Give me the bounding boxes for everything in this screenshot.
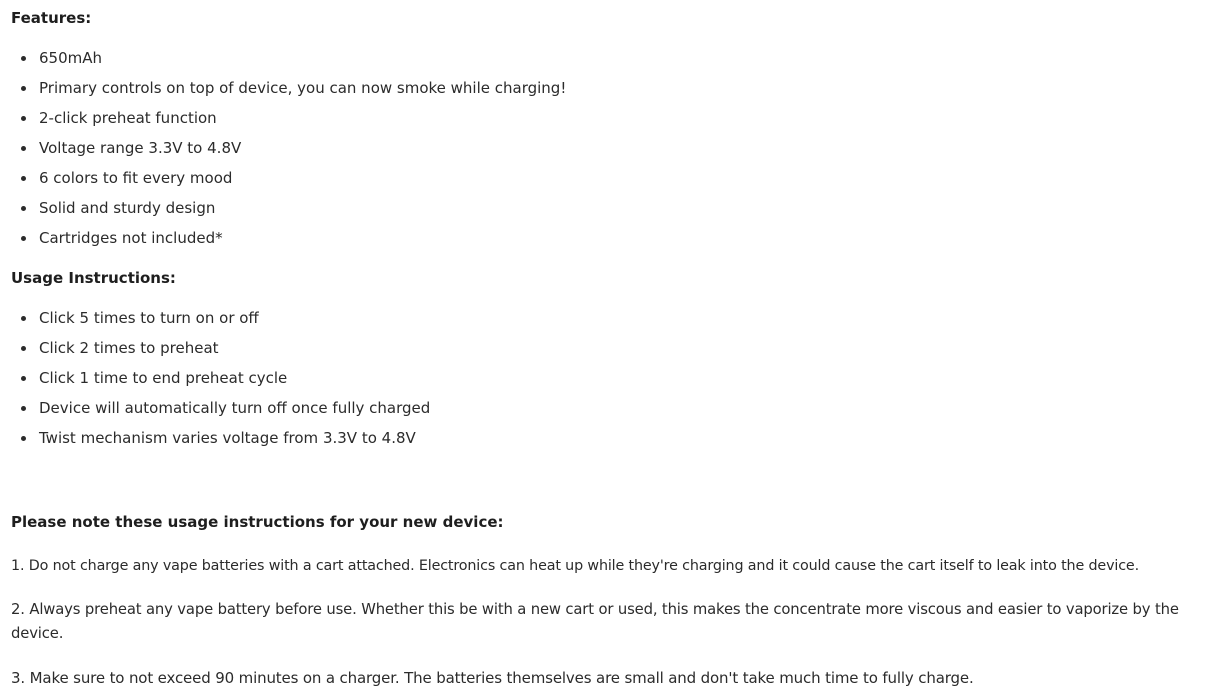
- list-item: Click 2 times to preheat: [11, 333, 1191, 363]
- list-item: 6 colors to fit every mood: [11, 163, 1191, 193]
- note-heading: Please note these usage instructions for your new device:: [11, 513, 504, 531]
- list-item: Twist mechanism varies voltage from 3.3V to 4.8V: [11, 423, 1191, 453]
- list-item: Solid and sturdy design: [11, 193, 1191, 223]
- list-item: Click 1 time to end preheat cycle: [11, 363, 1191, 393]
- features-list: [11, 43, 1191, 253]
- list-item: Primary controls on top of device, you can now smoke while charging!: [11, 73, 1191, 103]
- usage-heading: Usage Instructions:: [11, 269, 176, 287]
- list-item: Voltage range 3.3V to 4.8V: [11, 133, 1191, 163]
- features-heading: Features:: [11, 9, 92, 27]
- list-item: Cartridges not included*: [11, 223, 1191, 253]
- note-paragraph-2: 2. Always preheat any vape battery before use. Whether this be with a new cart or used, this makes the concentrate more viscous and easier to vaporize by the device.: [11, 601, 1179, 642]
- list-item: 650mAh: [11, 43, 1191, 73]
- list-item: Device will automatically turn off once fully charged: [11, 393, 1191, 423]
- note-paragraph-1: 1. Do not charge any vape batteries with a cart attached. Electronics can heat up while they're charging and it could cause the cart itself to leak into the device.: [11, 558, 1139, 574]
- list-item: Click 5 times to turn on or off: [11, 303, 1191, 333]
- note-paragraph-3: 3. Make sure to not exceed 90 minutes on a charger. The batteries themselves are small and don't take much time to fully charge.: [11, 669, 974, 687]
- usage-list: [11, 303, 1191, 453]
- list-item: 2-click preheat function: [11, 103, 1191, 133]
